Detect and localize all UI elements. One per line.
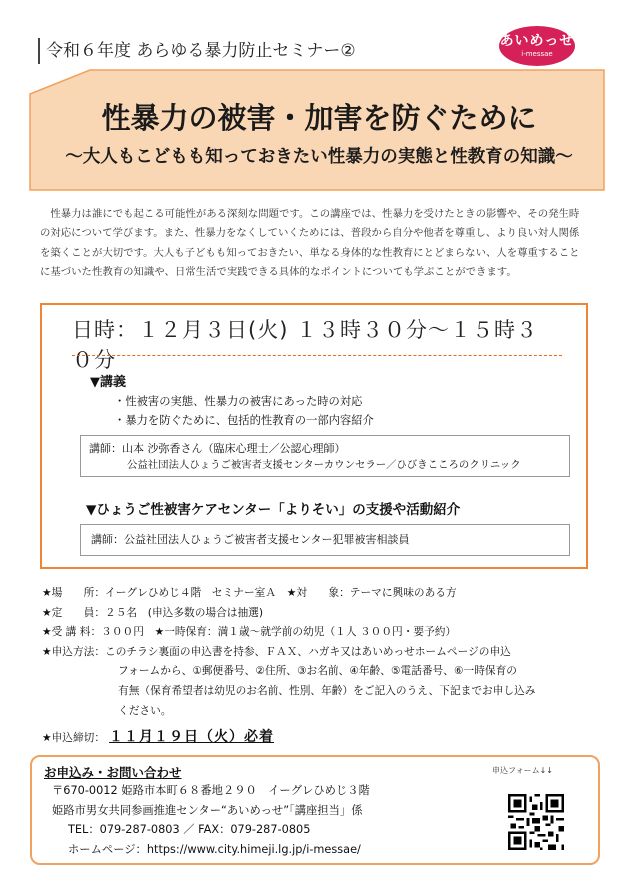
support-heading: ▼ひょうご性被害ケアセンター「よりそい」の支援や活動紹介 (86, 502, 461, 518)
contact-heading: お申込み・お問い合わせ (44, 765, 182, 780)
capacity-text: ★定 員：２５名 (申込多数の場合は抽選) (42, 605, 263, 619)
main-title: 性暴力の被害・加害を防ぐために (101, 101, 537, 135)
logo-main-text: あいめっせ (499, 33, 575, 49)
childcare-text: ★一時保育：満１歳～就学前の幼児（１人 ３００円・要予約） (154, 625, 457, 639)
target-text: ★対 象：テーマに興味のある方 (286, 586, 457, 599)
series-title: 令和６年度 あらゆる暴力防止セミナー② (38, 38, 356, 64)
lecture-heading: ▼講義 (90, 375, 126, 390)
session-info-box (40, 303, 588, 569)
logo-sub-text: i-messae (521, 50, 553, 58)
contact-phone-fax: TEL：079-287-0803 ／ FAX：079-287-0805 (68, 823, 311, 836)
session-datetime: 日時：１２月３日(火) １３時３０分～１５時３０分 (72, 318, 539, 372)
deadline-label: ★申込締切： (42, 731, 106, 744)
lecturer-1-affiliation: 公益社団法人ひょうご被害者支援センターカウンセラー／ひびきこころのクリニック (127, 459, 521, 471)
lecturer-2-name: 講師：公益社団法人ひょうご被害者支援センター犯罪被害相談員 (91, 533, 410, 546)
fee-text: ★受 講 料：３００円 (42, 625, 144, 639)
intro-paragraph: 性暴力は誰にでも起こる可能性がある深刻な問題です。この講座では、性暴力を受けたときの影響や、その発生時の対応について学びます。また、性暴力をなくしていくためには、普段から自分や他者を尊重し、より良い対人関係を築くことが大切です。大人も子どもも知っておきたい、単なる身体的な性教育にとどまらない、人を尊重することに基づいた性教育の知識や、日常生活で実践できる具体的なポイントについても学ぶことができます。 (40, 208, 580, 278)
method-line-4: ください。 (118, 703, 172, 717)
contact-homepage: ホームページ：https://www.city.himeji.lg.jp/i-messae/ (68, 842, 361, 856)
details-row-fee (42, 622, 535, 642)
method-line-3: 有無（保育希望者は幼児のお名前、性別、年齢）をご記入のうえ、下記までお申し込み (118, 683, 536, 697)
lecture-item: ・ 性被害の実態、性暴力の被害にあった時の対応 (114, 392, 374, 411)
details-row-venue (42, 583, 535, 603)
contact-lines (52, 781, 370, 859)
subtitle: ～大人もこどもも知っておきたい性暴力の実態と性教育の知識～ (65, 147, 573, 167)
method-line-1: ★申込方法：このチラシ裏面の申込書を持参、ＦＡＸ、ハガキ又はあいめっせホームページの申込 (42, 644, 511, 658)
lecture-list (114, 392, 374, 430)
lecturer-1-name: 講師：山本 沙弥香さん（臨床心理士／公認心理師） (89, 442, 346, 455)
method-line-2: フォームから、①郵便番号、②住所、③お名前、④年齢、⑤電話番号、⑥一時保育の (118, 664, 517, 678)
form-note: 申込フォーム↓↓ (492, 766, 554, 775)
deadline-date: １１月１９日（火）必着 (109, 729, 275, 745)
event-details (42, 583, 535, 720)
contact-office: 姫路市男女共同参画推進センター“あいめっせ”「講座担当」係 (52, 803, 363, 817)
lecture-item: ・ 暴力を防ぐために、包括的性教育の一部内容紹介 (114, 411, 374, 430)
lecturer-box-1 (80, 435, 570, 477)
dashed-divider (72, 355, 562, 356)
contact-box (30, 755, 600, 865)
contact-address: 〒670-0012 姫路市本町６８番地２９０ イーグレひめじ３階 (52, 784, 370, 797)
deadline (42, 727, 274, 748)
venue-text: ★場 所：イーグレひめじ４階 セミナー室Ａ (42, 586, 277, 599)
qr-code-icon[interactable] (508, 794, 564, 850)
lecturer-box-2 (80, 524, 570, 556)
